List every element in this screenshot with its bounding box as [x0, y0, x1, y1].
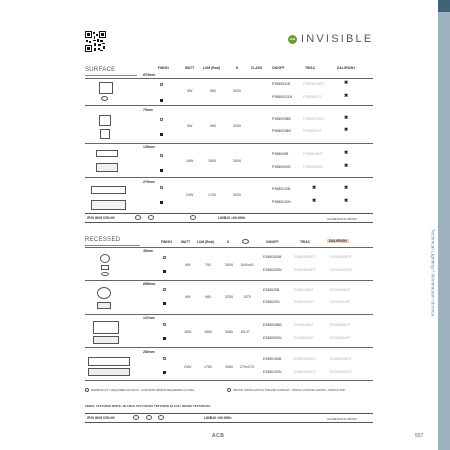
dali-code[interactable]: E398020NDP — [330, 300, 351, 304]
beam-icon — [146, 415, 152, 420]
product-code[interactable]: E398020N — [263, 300, 280, 304]
col-header-k: K — [227, 240, 230, 244]
dali-code[interactable]: E398000BDP — [330, 323, 350, 327]
block-divider — [85, 380, 373, 381]
footer-rule — [85, 222, 373, 223]
product-image — [97, 287, 111, 299]
k-value: 3060 — [225, 365, 233, 369]
watt-value: 18W — [184, 330, 192, 334]
k-value: 3250 — [225, 295, 233, 299]
dali-unavailable: ✖ — [344, 163, 349, 169]
block-divider — [85, 177, 373, 178]
dali-unavailable: ✖ — [344, 80, 349, 86]
product-code[interactable]: P398002BB — [272, 117, 291, 121]
footer-rule — [85, 422, 373, 423]
lum-value: 790 — [205, 263, 211, 267]
col-header-lum: LUM (Real) — [203, 66, 221, 70]
col-header-finish: FINISH — [158, 66, 169, 70]
dali-code[interactable]: E3980100BDP — [330, 357, 352, 361]
k-value: 3000 — [233, 124, 241, 128]
col-header-watt: WATT — [185, 66, 195, 70]
page-brand: ACB — [212, 433, 225, 439]
product-image — [88, 368, 130, 376]
triac-code[interactable]: P398003IDT — [303, 95, 322, 99]
dali-unavailable: ✖ — [344, 93, 349, 99]
watt-value: 9W — [187, 89, 193, 93]
minimum-qty-note: MINIMUM QTY REQUIRED 10 UNITS - CANTIDAD MÍNIMA REQUERIDA 10 UDS. — [91, 388, 195, 392]
lifetime-label: L80B10 >60.000h — [218, 216, 246, 220]
side-color-bar — [438, 0, 450, 450]
finish-black-swatch — [160, 133, 163, 136]
finish-white-swatch — [163, 288, 166, 291]
product-code[interactable]: E3980000N — [263, 336, 282, 340]
cut-out-value: Ø75 — [244, 295, 251, 299]
triac-code[interactable]: E3980300BDT — [294, 255, 316, 259]
bulb-icon — [133, 415, 139, 420]
triac-code[interactable]: E3980100NDT — [294, 370, 316, 374]
finish-white-swatch — [160, 83, 163, 86]
k-value: 3060 — [225, 330, 233, 334]
dali-code[interactable]: E398020BDP — [330, 288, 350, 292]
lum-value: 1760 — [204, 365, 212, 369]
brand-name: INVISIBLE — [301, 33, 374, 45]
finish-white-swatch — [160, 186, 163, 189]
triac-unavailable: ✖ — [312, 185, 317, 191]
product-image — [101, 265, 109, 270]
footer-rule — [85, 213, 373, 214]
product-code[interactable]: P398000B — [272, 152, 289, 156]
watt-value: 9W — [185, 263, 191, 267]
finish-legend: FINISH: TEXTURED WHITE / BLANCO TEXTURADO TEXTURED BLACK / NEGRO TEXTURADO — [85, 404, 211, 408]
block-size-label: 135mm — [143, 145, 155, 149]
cut-out-value: 270x270 — [240, 365, 254, 369]
product-code[interactable]: P3980010B — [272, 187, 291, 191]
watt-value: 9W — [185, 295, 191, 299]
watt-value: 24W — [184, 365, 192, 369]
block-size-label: 270mm — [143, 180, 155, 184]
product-image — [91, 186, 126, 194]
spec-footer: IP20 IK06 CRI>90 — [87, 416, 115, 420]
driver-icon — [190, 215, 196, 220]
side-category-label: Technical Lighting / Iluminación técnica — [430, 228, 436, 317]
block-size-label: 280mm — [143, 350, 155, 354]
product-image — [93, 321, 119, 334]
col-header-triac: TRIAC — [305, 66, 316, 70]
block-size-label: 45mm — [143, 249, 153, 253]
bulb-icon — [135, 215, 141, 220]
finish-black-swatch — [163, 302, 166, 305]
triac-code[interactable]: E3980100BDT — [294, 357, 316, 361]
col-header-onoff: ON/OFF — [272, 66, 285, 70]
product-code[interactable]: E398000BB — [263, 323, 282, 327]
product-code[interactable]: P39800318 — [272, 82, 290, 86]
dali-code[interactable]: E398000NDP — [330, 336, 351, 340]
beam-icon — [148, 215, 154, 220]
triac-code[interactable]: P39800218DT — [303, 117, 325, 121]
product-image — [100, 129, 110, 139]
dali-unavailable: ✖ — [344, 115, 349, 121]
lifetime-label: L80B10 >60.000h — [204, 416, 232, 420]
finish-white-swatch — [163, 256, 166, 259]
triac-unavailable: ✖ — [312, 198, 317, 204]
section-underline — [85, 245, 140, 246]
group-install-note: GROUP INSTALLATION, PLEASE CONSULT - INSTALACIÓN EN GRUPO, CONSULTAR — [233, 388, 345, 392]
block-size-label: Ø75mm — [143, 73, 156, 77]
cut-out-value: Ø40x40 — [241, 263, 254, 267]
k-value: 3000 — [233, 159, 241, 163]
qr-code-icon[interactable] — [85, 31, 106, 52]
dali-unavailable: ✖ — [344, 127, 349, 133]
finish-black-swatch — [160, 169, 163, 172]
block-divider — [85, 280, 373, 281]
product-image — [97, 302, 111, 309]
dali-code[interactable]: E3980300NDP — [330, 268, 352, 272]
finish-white-swatch — [160, 154, 163, 157]
block-size-label: Ø85mm — [143, 282, 156, 286]
material-label: ALUMINIUM ALUMINIO — [327, 217, 357, 221]
dali-unavailable: ✖ — [344, 185, 349, 191]
dali-unavailable: ✖ — [344, 198, 349, 204]
triac-code[interactable]: P398000BDT — [303, 152, 323, 156]
k-value: 3000 — [233, 193, 241, 197]
product-image — [100, 254, 110, 263]
product-code[interactable]: E3980100B — [263, 357, 282, 361]
dali-unavailable: ✖ — [344, 150, 349, 156]
product-image — [101, 272, 109, 276]
col-header-dali: DALI/PUSH — [337, 66, 355, 70]
lum-value: 1850 — [208, 159, 216, 163]
cut-out-icon — [242, 239, 249, 244]
section-title-recessed: RECESSED — [85, 237, 121, 243]
col-header-class: CLASS — [251, 66, 263, 70]
finish-black-swatch — [163, 337, 166, 340]
triac-code[interactable]: E398000BDT — [294, 323, 314, 327]
watt-value: 9W — [187, 124, 193, 128]
watt-value: 18W — [186, 159, 194, 163]
side-tab-marker — [438, 0, 450, 12]
triac-code[interactable]: P398002IDT — [303, 129, 322, 133]
triac-code[interactable]: E398020BDT — [294, 288, 314, 292]
product-code[interactable]: P3980000N — [272, 165, 291, 169]
page-number: 557 — [415, 433, 424, 439]
product-image — [99, 82, 113, 94]
product-image — [96, 163, 118, 172]
finish-black-swatch — [160, 201, 163, 204]
col-header-lum: LUM (Real) — [197, 240, 215, 244]
product-image — [93, 336, 119, 344]
k-value: 3000 — [225, 263, 233, 267]
lum-value: 980 — [210, 124, 216, 128]
product-code[interactable]: E3980300B — [263, 255, 282, 259]
block-size-label: 147mm — [143, 316, 155, 320]
driver-icon — [158, 415, 164, 420]
section-underline — [85, 75, 137, 76]
col-header-onoff: ON/OFF — [266, 240, 279, 244]
info-icon — [227, 388, 231, 392]
section-title-surface: SURFACE — [85, 67, 116, 73]
finish-black-swatch — [160, 99, 163, 102]
block-divider — [85, 105, 373, 106]
lum-value: 1850 — [204, 330, 212, 334]
product-image — [99, 115, 111, 126]
col-header-k: K — [236, 66, 239, 70]
product-code[interactable]: P39800311N — [272, 95, 293, 99]
section-top-rule — [85, 78, 373, 79]
product-code[interactable]: E3980300N — [263, 268, 282, 272]
footer-rule — [85, 413, 373, 414]
finish-black-swatch — [163, 371, 166, 374]
finish-black-swatch — [163, 270, 166, 273]
triac-code[interactable]: E398000NDT — [294, 336, 314, 340]
col-header-dali: DALI/PUSH — [329, 239, 347, 243]
material-label: ALUMINIUM ALUMINIO — [327, 417, 357, 421]
block-divider — [85, 314, 373, 315]
product-code[interactable]: E398020B — [263, 288, 280, 292]
finish-white-swatch — [163, 323, 166, 326]
finish-white-swatch — [163, 357, 166, 360]
brand-badge: ACB — [288, 35, 297, 44]
spec-footer: IP20 IK06 CRI>90 — [87, 216, 115, 220]
lum-value: 980 — [210, 89, 216, 93]
product-image — [88, 357, 130, 366]
block-divider — [85, 143, 373, 144]
info-icon — [85, 388, 89, 392]
triac-code[interactable]: P398000NDT — [303, 165, 323, 169]
product-code[interactable]: P3980010N — [272, 200, 291, 204]
triac-code[interactable]: E398020NDT — [294, 300, 314, 304]
dali-code[interactable]: E3980300BDP — [330, 255, 352, 259]
block-divider — [85, 347, 373, 348]
product-image — [91, 200, 126, 210]
triac-code[interactable]: P39800318DT — [303, 82, 325, 86]
triac-code[interactable]: E3980300NDT — [294, 268, 316, 272]
product-image — [96, 150, 118, 157]
col-header-triac: TRIAC — [300, 240, 311, 244]
product-code[interactable]: E3980100N — [263, 370, 282, 374]
block-size-label: 75mm — [143, 108, 153, 112]
product-image — [101, 96, 108, 101]
finish-white-swatch — [160, 118, 163, 121]
lum-value: 980 — [205, 295, 211, 299]
watt-value: 24W — [186, 193, 194, 197]
dali-code[interactable]: E3980100NDP — [330, 370, 352, 374]
product-code[interactable]: P398002BN — [272, 129, 291, 133]
lum-value: 1750 — [208, 193, 216, 197]
col-header-finish: FINISH — [161, 240, 172, 244]
section-top-rule — [85, 247, 373, 248]
col-header-watt: WATT — [181, 240, 191, 244]
k-value: 3000 — [233, 89, 241, 93]
brand-header — [288, 33, 373, 45]
cut-out-value: Ø147 — [241, 330, 250, 334]
